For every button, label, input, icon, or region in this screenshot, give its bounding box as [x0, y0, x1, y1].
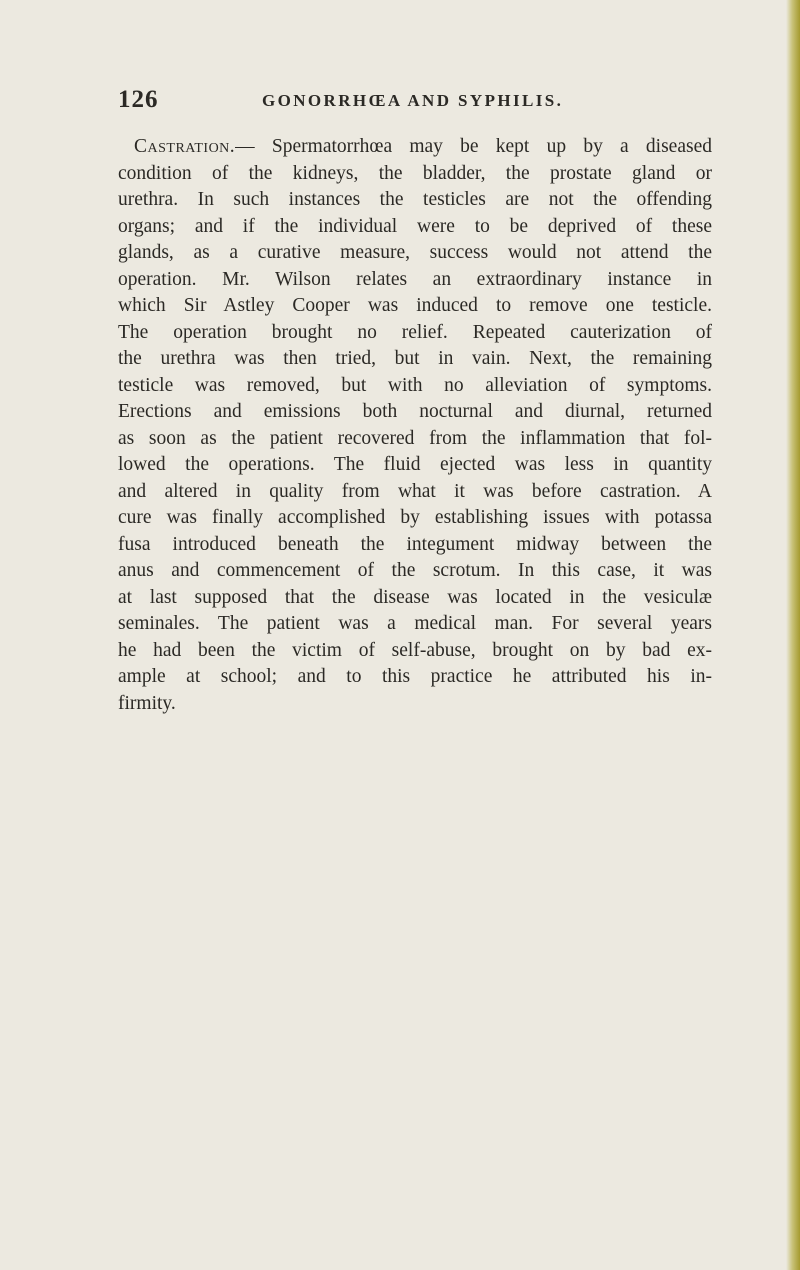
paragraph-line [118, 134, 712, 161]
paragraph-line: anus and commencement of the scrotum. In this case, it was [118, 560, 712, 581]
paragraph-line: which Sir Astley Cooper was induced to remove one testicle. [118, 295, 712, 316]
paragraph-line: and altered in quality from what it was before castration. A [118, 480, 712, 502]
paragraph-line: condition of the kidneys, the bladder, the prostate gland or [118, 162, 712, 184]
paragraph-line: The operation brought no relief. Repeated cauterization of [118, 321, 712, 343]
paragraph-line: operation. Mr. Wilson relates an extraordinary instance in [118, 268, 712, 290]
paragraph-line: cure was finally accomplished by establishing issues with potassa [118, 507, 712, 528]
paragraph-line: organs; and if the individual were to be deprived of these [118, 215, 712, 237]
body-paragraph [118, 134, 712, 717]
paragraph-line: glands, as a curative measure, success would not attend the [118, 242, 712, 263]
paragraph-line: Erections and emissions both nocturnal and diurnal, returned [118, 401, 712, 422]
paragraph-line: urethra. In such instances the testicles are not the offending [118, 189, 712, 210]
paragraph-line: ample at school; and to this practice he attributed his in- [118, 666, 712, 687]
paragraph-line: he had been the victim of self-abuse, brought on by bad ex- [118, 639, 712, 661]
running-title: GONORRHŒA AND SYPHILIS. [262, 91, 564, 110]
paragraph-line: at last supposed that the disease was located in the vesiculæ [118, 586, 712, 608]
section-heading: Castration. [134, 136, 236, 157]
paragraph-line: seminales. The patient was a medical man. For several years [118, 613, 712, 634]
paragraph-line: the urethra was then tried, but in vain. Next, the remaining [118, 348, 712, 369]
running-head [118, 86, 708, 116]
paragraph-line: lowed the operations. The fluid ejected was less in quantity [118, 454, 712, 475]
page-number: 126 [118, 86, 159, 113]
page-edge [786, 0, 800, 1270]
paragraph-line: firmity. [118, 692, 176, 714]
paragraph-line: fusa introduced beneath the integument midway between the [118, 533, 712, 555]
paragraph-line: testicle was removed, but with no alleviation of symptoms. [118, 374, 712, 396]
paragraph-line-text: — Spermatorrhœa may be kept up by a diseased [235, 136, 712, 157]
paragraph-line: as soon as the patient recovered from the inflammation that fol- [118, 427, 712, 449]
